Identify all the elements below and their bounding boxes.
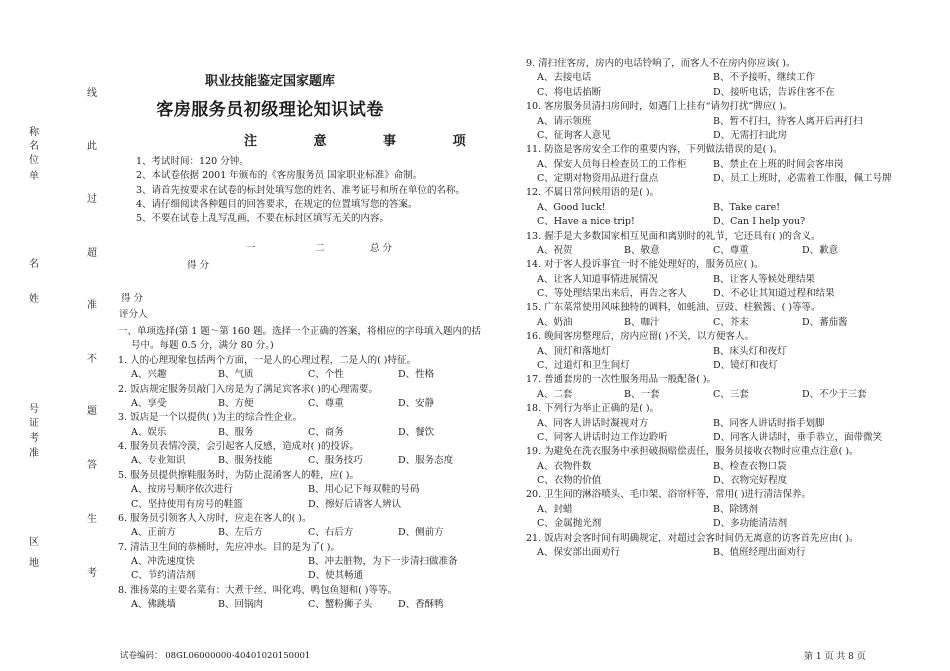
answer-option: B、床头灯和夜灯 bbox=[713, 345, 787, 357]
question-stem: 4. 服务员表情冷漠，会引起客人反感，造成对( )的投诉。 bbox=[118, 441, 360, 453]
notice-item: 5、不要在试卷上乱写乱画，不要在标封区填写无关的内容。 bbox=[136, 213, 390, 225]
answer-option: C、衣物的价值 bbox=[537, 475, 602, 487]
question-stem: 8. 淮扬菜的主要名菜有：大煮干丝、叫化鸡、鸭包鱼翅和( )等等。 bbox=[118, 584, 398, 596]
answer-option: D、歉意 bbox=[802, 244, 839, 256]
question-stem: 2. 饭店规定服务员敲门入房是为了满足宾客求( )的心理需要。 bbox=[118, 383, 379, 395]
answer-option: B、值班经理出面劝行 bbox=[713, 546, 806, 558]
binding-warning-char: 答 bbox=[87, 460, 97, 471]
question-stem: 21. 饭店对会客时间有明确规定，对超过会客时间仍无离意的访客首先应由( )。 bbox=[526, 532, 859, 544]
answer-option: C、坚持使用有房号的鞋篮 bbox=[131, 498, 243, 510]
answer-option: D、擦好后请客人辨认 bbox=[308, 498, 402, 510]
binding-char: 证 bbox=[29, 418, 39, 429]
question-stem: 7. 清洁卫生间的恭桶时，先应冲水。目的是为了( )。 bbox=[118, 541, 341, 553]
answer-option: D、无需打扫此房 bbox=[713, 129, 788, 141]
exam-title: 客房服务员初级理论知识试卷 bbox=[156, 100, 384, 120]
question-stem: 15. 广东菜常使用风味独特的调料，如蚝油、豆豉、柱猴酱、( )等等。 bbox=[526, 302, 821, 314]
binding-char: 准 bbox=[29, 448, 39, 459]
binding-char: 考 bbox=[29, 433, 39, 444]
notice-item: 1、考试时间：120 分钟。 bbox=[136, 156, 249, 167]
answer-option: C、Have a nice trip! bbox=[537, 216, 635, 228]
grader-label: 评分人 bbox=[119, 309, 148, 320]
notice-item: 3、请首先按要求在试卷的标封处填写您的姓名、准考证号和所在单位的名称。 bbox=[136, 184, 466, 196]
answer-option: A、让客人知道事情进展情况 bbox=[537, 273, 658, 285]
answer-option: B、服务 bbox=[218, 426, 254, 438]
binding-warning-char: 过 bbox=[87, 194, 97, 205]
exam-code: 试卷编码： 08GL06000000-40401020150001 bbox=[120, 651, 311, 661]
answer-option: B、敬意 bbox=[624, 244, 660, 256]
answer-option: C、蟹粉狮子头 bbox=[308, 598, 373, 610]
binding-char: 号 bbox=[29, 404, 39, 415]
notice-item: 2、本试卷依据 2001 年颁布的《客房服务员 国家职业标准》命制。 bbox=[136, 170, 423, 182]
score-row-label: 得 分 bbox=[187, 260, 210, 271]
answer-option: A、奶油 bbox=[537, 316, 573, 328]
question-stem: 1. 人的心理现象包括两个方面，一是人的心理过程，二是人的( )特征。 bbox=[118, 355, 417, 366]
score-col-2: 二 bbox=[315, 243, 325, 254]
answer-option: A、请示领班 bbox=[537, 115, 592, 127]
answer-option: D、不少于三套 bbox=[802, 388, 867, 400]
answer-option: C、个性 bbox=[308, 369, 344, 381]
answer-option: A、顶灯和落地灯 bbox=[537, 345, 611, 357]
answer-option: A、保安人员每日检查员工的工作柜 bbox=[537, 158, 687, 170]
answer-option: D、多功能清洁剂 bbox=[713, 518, 788, 530]
question-stem: 13. 握手是大多数国家相互见面和离别时的礼节，它还具有( )的含义。 bbox=[526, 230, 821, 242]
answer-option: C、芥末 bbox=[713, 316, 749, 328]
answer-option: C、尊重 bbox=[713, 244, 749, 256]
answer-option: A、Good luck! bbox=[537, 201, 606, 213]
binding-warning-char: 不 bbox=[87, 354, 97, 365]
answer-option: C、节约清洁剂 bbox=[131, 570, 196, 582]
page-number: 第 1 页 共 8 页 bbox=[804, 652, 866, 662]
question-stem: 10. 客房服务员清扫房间时，如遇门上挂有“请勿打扰”牌应( )。 bbox=[526, 101, 793, 113]
section-instruction-2: 号中。每题 0.5 分，满分 80 分。) bbox=[131, 340, 274, 351]
answer-option: D、性格 bbox=[398, 369, 435, 381]
answer-option: C、金属抛光剂 bbox=[537, 518, 602, 530]
binding-warning-char: 生 bbox=[87, 514, 97, 525]
answer-option: C、三套 bbox=[713, 388, 749, 400]
binding-warning-char: 准 bbox=[87, 300, 97, 311]
question-stem: 18. 下列行为举止正确的是( )。 bbox=[526, 403, 660, 415]
answer-option: D、使其畅通 bbox=[308, 570, 364, 582]
answer-option: D、不必让其知道过程和结果 bbox=[713, 288, 835, 300]
answer-option: D、香酥鸭 bbox=[398, 598, 444, 610]
question-stem: 17. 普通套房的一次性服务用品一般配备( )。 bbox=[526, 374, 717, 386]
binding-char: 名 bbox=[29, 259, 39, 270]
answer-option: D、服务态度 bbox=[398, 455, 454, 467]
answer-option: D、Can I help you? bbox=[713, 216, 806, 228]
binding-warning-char: 线 bbox=[87, 88, 97, 99]
answer-option: B、回锅肉 bbox=[218, 598, 263, 610]
question-stem: 19. 为避免在洗衣服务中承担破损赔偿责任，服务员接收衣物时应重点注意( )。 bbox=[526, 446, 859, 458]
answer-option: B、检查衣物口袋 bbox=[713, 460, 787, 472]
question-stem: 12. 不属日常问候用语的是( )。 bbox=[526, 187, 660, 199]
answer-option: A、专业知识 bbox=[131, 455, 186, 467]
answer-option: B、除锈剂 bbox=[713, 503, 758, 515]
question-stem: 3. 饭店是一个以提供( )为主的综合性企业。 bbox=[118, 412, 303, 424]
binding-char: 单 bbox=[29, 171, 39, 182]
score-col-total: 总 分 bbox=[370, 243, 393, 254]
binding-char: 地 bbox=[29, 558, 39, 569]
question-stem: 9. 清扫住客房，房内的电话铃响了，而客人不在房内你应该( )。 bbox=[526, 58, 796, 69]
section-instruction-1: 一、单项选择(第 1 题～第 160 题。选择一个正确的答案，将相应的字母填入题内的括 bbox=[118, 326, 481, 337]
binding-char: 位 bbox=[29, 155, 39, 166]
answer-option: A、二套 bbox=[537, 388, 573, 400]
answer-option: B、禁止在上班的时间会客串岗 bbox=[713, 158, 844, 170]
question-stem: 5. 服务员提供擦鞋服务时，为防止混淆客人的鞋，应( )。 bbox=[118, 469, 360, 481]
answer-option: A、享受 bbox=[131, 398, 167, 410]
answer-option: A、封蜡 bbox=[537, 503, 573, 515]
answer-option: C、征询客人意见 bbox=[537, 129, 611, 141]
answer-option: A、去接电话 bbox=[537, 72, 592, 84]
answer-option: D、同客人讲话时，垂手恭立，面带微笑 bbox=[713, 431, 883, 443]
binding-warning-char: 超 bbox=[87, 248, 97, 259]
answer-option: A、佛跳墙 bbox=[131, 598, 176, 610]
answer-option: C、将电话掐断 bbox=[537, 86, 602, 98]
answer-option: A、按房号顺序依次进行 bbox=[131, 484, 233, 496]
binding-char: 名 bbox=[29, 141, 39, 152]
answer-option: C、商务 bbox=[308, 426, 344, 438]
answer-option: B、同客人讲话时指手划脚 bbox=[713, 417, 825, 429]
answer-option: B、不予接听，继续工作 bbox=[713, 72, 815, 84]
answer-option: A、正前方 bbox=[131, 527, 176, 539]
answer-option: C、服务技巧 bbox=[308, 455, 363, 467]
answer-option: B、左后方 bbox=[218, 527, 263, 539]
answer-option: A、兴趣 bbox=[131, 369, 167, 381]
binding-char: 姓 bbox=[29, 294, 39, 305]
answer-option: D、衣物完好程度 bbox=[713, 475, 788, 487]
answer-option: D、安静 bbox=[398, 398, 435, 410]
question-stem: 11. 防盗是客房安全工作的重要内容，下列做法错误的是( )。 bbox=[526, 144, 783, 156]
answer-option: B、用心记下每双鞋的号码 bbox=[308, 484, 420, 496]
exam-bank-title: 职业技能鉴定国家题库 bbox=[204, 74, 335, 89]
answer-option: A、保安部出面劝行 bbox=[537, 546, 620, 558]
score-box-label: 得 分 bbox=[121, 293, 144, 304]
answer-option: B、暂不打扫，待客人离开后再打扫 bbox=[713, 115, 863, 127]
answer-option: B、方便 bbox=[218, 398, 254, 410]
answer-option: A、同客人讲话时凝视对方 bbox=[537, 417, 649, 429]
answer-option: A、祝贺 bbox=[537, 244, 573, 256]
question-stem: 20. 卫生间的淋浴喷头、毛巾架、浴帘杆等，常用( )进行清洁保养。 bbox=[526, 489, 812, 501]
answer-option: D、员工上班时，必需着工作服，佩工号牌 bbox=[713, 173, 892, 185]
answer-option: D、接听电话，告诉住客不在 bbox=[713, 86, 835, 98]
answer-option: C、右后方 bbox=[308, 527, 354, 539]
question-stem: 16. 晚间客房整理后，房内应留( )不关，以方便客人。 bbox=[526, 331, 755, 343]
answer-option: C、等处理结果出来后，再告之客人 bbox=[537, 288, 687, 300]
answer-option: D、蕃茄酱 bbox=[802, 316, 848, 328]
binding-char: 称 bbox=[29, 127, 39, 138]
question-stem: 6. 服务员引领客人入房时，应走在客人的( )。 bbox=[118, 512, 312, 524]
answer-option: B、服务技能 bbox=[218, 455, 273, 467]
notice-title: 注 意 事 项 bbox=[244, 134, 492, 149]
answer-option: D、餐饮 bbox=[398, 426, 435, 438]
answer-option: B、一套 bbox=[624, 388, 660, 400]
answer-option: B、让客人等候处理结果 bbox=[713, 273, 815, 285]
answer-option: C、尊重 bbox=[308, 398, 344, 410]
answer-option: A、冲洗速度快 bbox=[131, 555, 195, 567]
binding-warning-char: 此 bbox=[87, 141, 97, 152]
notice-item: 4、请仔细阅读各种题目的回答要求，在规定的位置填写您的答案。 bbox=[136, 198, 418, 210]
question-stem: 14. 对于客人投诉事宜一时不能处理好的，服务员应( )。 bbox=[526, 259, 764, 271]
answer-option: D、侧前方 bbox=[398, 527, 444, 539]
answer-option: D、镜灯和夜灯 bbox=[713, 359, 778, 371]
binding-warning-char: 题 bbox=[87, 406, 97, 417]
answer-option: C、定期对物资用品进行盘点 bbox=[537, 173, 659, 185]
binding-char: 区 bbox=[29, 537, 39, 548]
binding-warning-char: 考 bbox=[87, 568, 97, 579]
answer-option: C、同客人讲话时边工作边聆听 bbox=[537, 431, 668, 443]
answer-option: B、Take care! bbox=[713, 201, 781, 213]
answer-option: B、咖汁 bbox=[624, 316, 660, 328]
answer-option: A、娱乐 bbox=[131, 426, 167, 438]
answer-option: B、冲去脏物，为下一步清扫做准备 bbox=[308, 555, 458, 567]
answer-option: A、衣物件数 bbox=[537, 460, 592, 472]
answer-option: B、气质 bbox=[218, 369, 254, 381]
answer-option: C、过道灯和卫生间灯 bbox=[537, 359, 630, 371]
score-col-1: 一 bbox=[246, 243, 256, 254]
